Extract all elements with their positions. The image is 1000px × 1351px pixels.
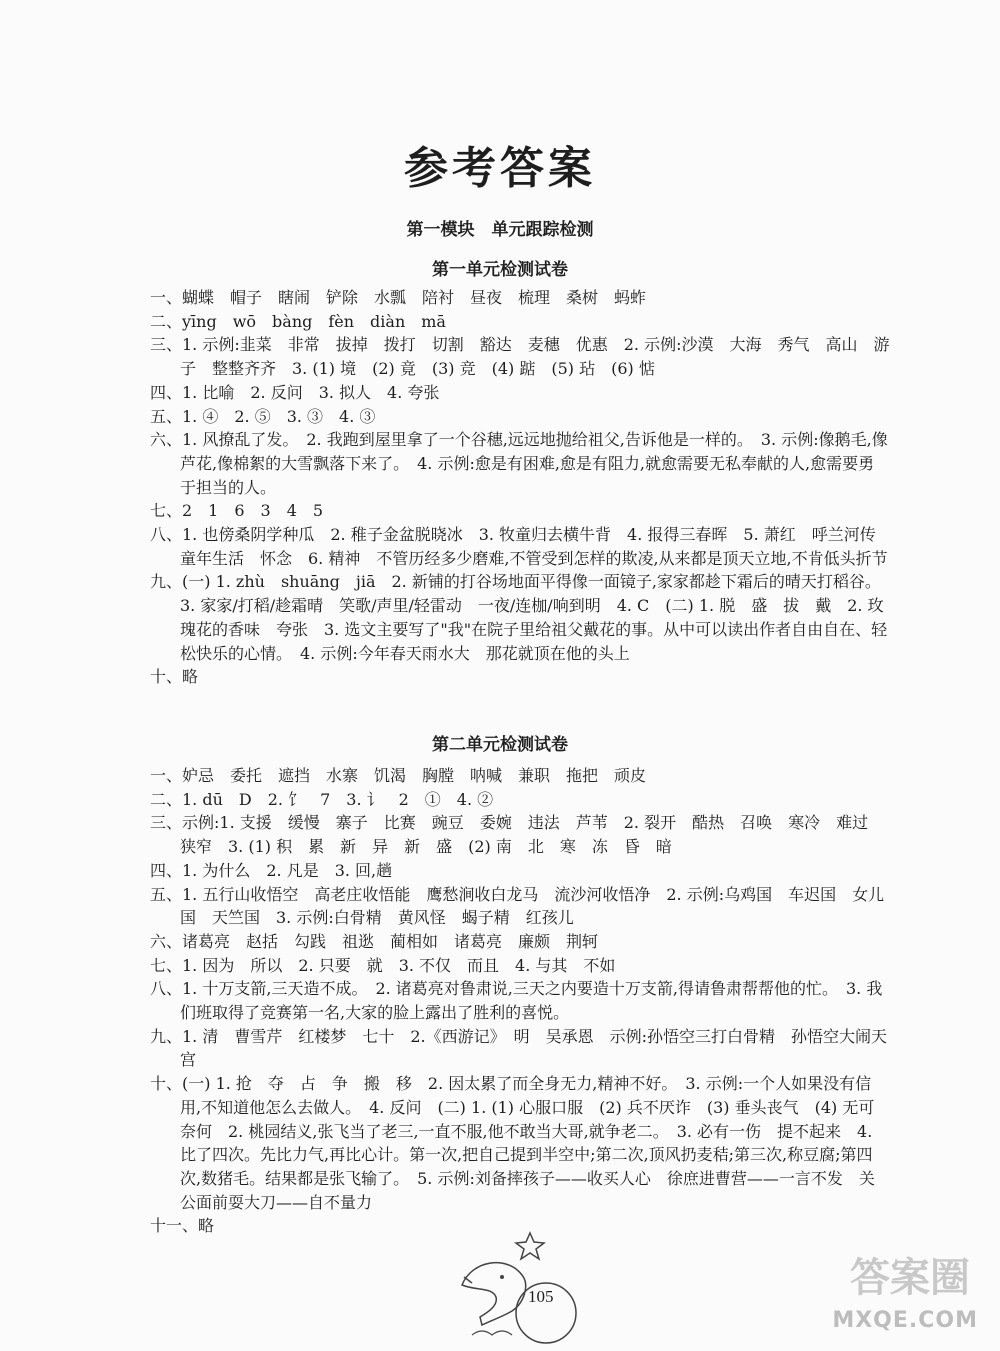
page-title: 参考答案 bbox=[404, 143, 596, 194]
answer-item: 一、蝴蝶 帽子 瞎闹 铲除 水瓢 陪衬 昼夜 梳理 桑树 蚂蚱 bbox=[150, 288, 647, 307]
answer-item: 二、1. dū D 2. 饣 7 3. 讠 2 ① 4. ② bbox=[150, 789, 494, 809]
section-title-1: 第一单元检测试卷 bbox=[432, 260, 568, 280]
answer-item: 四、1. 比喻 2. 反问 3. 拟人 4. 夸张 bbox=[150, 382, 440, 402]
watermark-logo: 答案圈 bbox=[850, 1255, 970, 1301]
section-2-answers bbox=[150, 764, 890, 1238]
answer-item: 五、1. ④ 2. ⑤ 3. ③ 4. ③ bbox=[150, 406, 376, 426]
watermark-url: MXQE.COM bbox=[832, 1308, 978, 1333]
answer-item: 四、1. 为什么 2. 凡是 3. 回,趟 bbox=[150, 860, 393, 880]
answer-item: 八、1. 也傍桑阴学种瓜 2. 稚子金盆脱晓冰 3. 牧童归去横牛背 4. 报得三春晖 5. 萧红 呼兰河传 童年生活 怀念 6. 精神 不管历经多少磨难,不管受到怎样的欺凌,从来都是顶天立地,不肯低头折节 bbox=[150, 525, 892, 568]
section-title-2: 第二单元检测试卷 bbox=[432, 735, 568, 755]
module-title: 第一模块 单元跟踪检测 bbox=[406, 220, 594, 240]
answer-item: 六、1. 风撩乱了发。 2. 我跑到屋里拿了一个谷穗,远远地抛给祖父,告诉他是一样的。 3. 示例:像鹅毛,像芦花,像棉絮的大雪飘落下来了。 4. 示例:愈是有困难,愈是有阻力,就愈需要无私奉献的人,愈需要勇于担当的人。 bbox=[150, 430, 888, 497]
answer-item: 九、1. 清 曹雪芹 红楼梦 七十 2.《西游记》 明 吴承恩 示例:孙悟空三打白骨精 孙悟空大闹天宫 bbox=[150, 1026, 888, 1070]
answer-item: 七、2 1 6 3 4 5 bbox=[150, 501, 324, 521]
page-number: 105 bbox=[528, 1287, 554, 1306]
answer-item: 二、yīng wō bàng fèn diàn mā bbox=[150, 311, 446, 331]
answer-item: 三、1. 示例:韭菜 非常 拔掉 拨打 切割 豁达 麦穗 优惠 2. 示例:沙漠 大海 秀气 高山 游子 整整齐齐 3. (1) 境 (2) 竟 (3) 竞 (4) 踮 (5) 玷 (6) 惦 bbox=[150, 335, 890, 379]
answer-item: 十、略 bbox=[150, 667, 199, 687]
answer-item: 一、妒忌 委托 遮挡 水寨 饥渴 胸膛 呐喊 兼职 拖把 顽皮 bbox=[150, 766, 647, 785]
answer-item: 九、(一) 1. zhù shuāng jiā 2. 新铺的打谷场地面平得像一面镜子,家家都趁下霜后的晴天打稻谷。3. 家家/打稻/趁霜晴 笑歌/声里/轻雷动 一夜/连枷/响到明 4. C (二) 1. 脱 盛 拔 戴 2. 玫瑰花的香味 夸张 3. 选文主要写了"我"在院子里给祖父戴花的事。从中可以读出作者自由自在、轻松快乐的心情。 4. 示例:今年春天雨水大 那花就顶在他的头上 bbox=[150, 572, 888, 663]
answer-item: 七、1. 因为 所以 2. 只要 就 3. 不仅 而且 4. 与其 不如 bbox=[150, 955, 616, 975]
page-number-badge bbox=[452, 1225, 582, 1345]
section-1-answers bbox=[150, 286, 890, 689]
answer-item: 三、示例:1. 支援 缓慢 寨子 比赛 豌豆 委婉 违法 芦苇 2. 裂开 酷热 召唤 寒冷 难过 狭窄 3. (1) 积 累 新 异 新 盛 (2) 南 北 寒 冻 昏 暗 bbox=[150, 813, 885, 857]
answer-item: 八、1. 十万支箭,三天造不成。 2. 诸葛亮对鲁肃说,三天之内要造十万支箭,得请鲁肃帮帮他的忙。 3. 我们班取得了竞赛第一名,大家的脸上露出了胜利的喜悦。 bbox=[150, 979, 883, 1023]
answer-item: 十一、略 bbox=[150, 1216, 215, 1236]
answer-item: 六、诸葛亮 赵括 勾践 祖逖 蔺相如 诸葛亮 廉颇 荆轲 bbox=[150, 931, 599, 951]
answer-item: 十、(一) 1. 抢 夺 占 争 搬 移 2. 因太累了而全身无力,精神不好。 3. 示例:一个人如果没有信用,不知道他怎么去做人。 4. 反问 (二) 1. (1) 心服口服 (2) 兵不厌诈 (3) 垂头丧气 (4) 无可奈何 2. 桃园结义,张飞当了老三,一直不服,他不敢当大哥,就争老二。 3. 必有一伤 提不起来 4. 比了四次。先比力气,再比心计。第一次,把自己提到半空中;第二次,顶风扔麦秸;第三次,称豆腐;第四次,数猪毛。结果都是张飞输了。 5. 示例:刘备摔孩子——收买人心 徐庶进曹营——一言不发 关公面前耍大刀——自不量力 bbox=[150, 1074, 875, 1212]
answer-item: 五、1. 五行山收悟空 高老庄收悟能 鹰愁涧收白龙马 流沙河收悟净 2. 示例:乌鸡国 车迟国 女儿国 天竺国 3. 示例:白骨精 黄风怪 蝎子精 红孩儿 bbox=[150, 884, 885, 928]
dolphin-icon bbox=[452, 1225, 582, 1345]
